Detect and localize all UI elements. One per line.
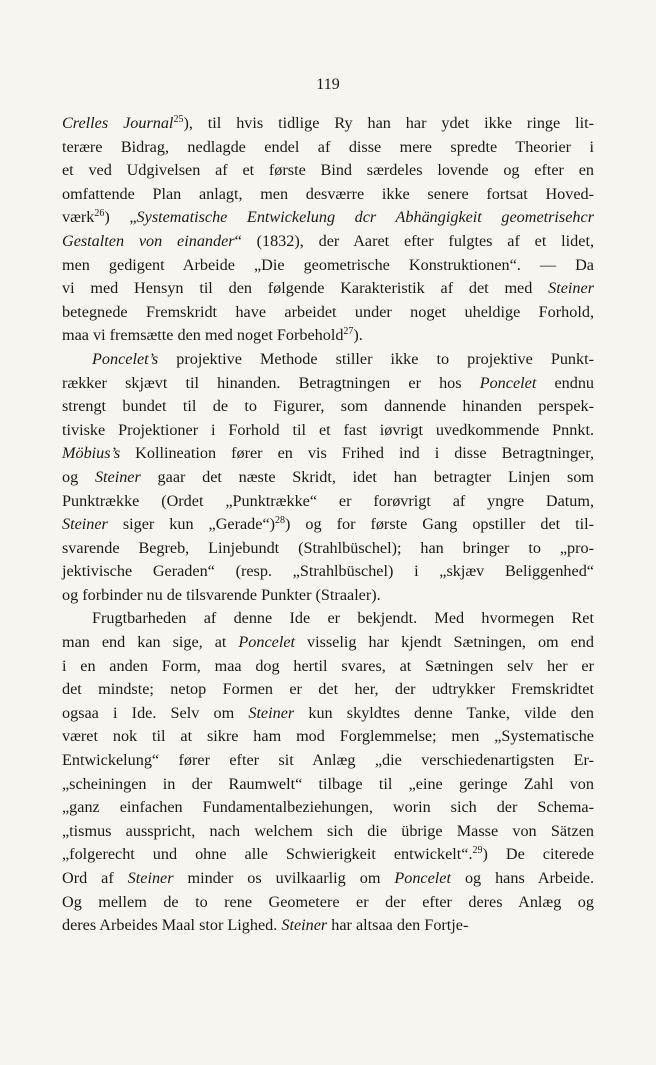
text-line	[62, 159, 594, 183]
emphasis-text: Steiner	[281, 916, 328, 935]
text-run: endnu	[536, 373, 595, 392]
footnote-ref: 29	[472, 845, 483, 857]
text-run: værk	[62, 208, 95, 227]
text-run: tiviske Projektioner i Forhold til et fast iøvrigt uvedkommende Pnnkt.	[62, 420, 594, 439]
text-line	[62, 419, 594, 443]
footnote-ref: 27	[343, 326, 354, 338]
text-line	[62, 914, 594, 938]
text-line	[62, 725, 594, 749]
text-run: visselig har kjendt Sætningen, om end	[295, 633, 594, 652]
text-run: Punktrække (Ordet „Punktrække“ er forøvrigt af yngre Datum,	[62, 491, 594, 510]
footnote-ref: 26	[94, 208, 105, 220]
text-line	[62, 678, 594, 702]
text-run: „tismus ausspricht, nach welchem sich die übrige Masse von Sätzen	[62, 821, 594, 840]
text-run: omfattende Plan anlagt, men desværre ikke senere fortsat Hoved-	[62, 184, 594, 203]
text-line	[62, 112, 594, 136]
text-line	[62, 537, 594, 561]
text-line	[62, 348, 594, 372]
emphasis-text: Steiner	[248, 703, 295, 722]
text-run: minder os uvilkaarlig om	[173, 869, 395, 887]
text-run: „scheiningen in der Raumwelt“ tilbage til „eine geringe Zahl von	[62, 774, 594, 793]
text-run: det mindste; netop Formen er det her, der udtrykker Fremskridtet	[62, 680, 594, 699]
text-run: ).	[353, 326, 363, 345]
text-line	[62, 277, 594, 301]
emphasis-text: Poncelet	[394, 869, 451, 887]
text-line	[62, 466, 594, 490]
text-run: i en anden Form, maa dog hertil svares, at Sætningen selv her er	[62, 656, 594, 675]
text-line	[62, 631, 594, 655]
text-run: gaar det næste Skridt, idet han betragter Linjen som	[140, 467, 595, 486]
emphasis-text: Steiner	[548, 279, 594, 298]
text-line	[62, 254, 594, 278]
text-line	[62, 820, 594, 844]
text-line	[62, 702, 594, 726]
text-line	[62, 891, 594, 915]
emphasis-text: Systematische Entwickelung dcr Abhängigkeit geometrisehcr	[136, 208, 594, 227]
emphasis-text: Poncelet	[479, 373, 537, 392]
text-run: og forbinder nu de tilsvarende Punkter (Straaler).	[62, 585, 381, 604]
text-line	[62, 607, 594, 631]
text-line	[62, 867, 594, 891]
text-run: ogsaa i Ide. Selv om	[62, 703, 249, 722]
text-run: jektivische Geraden“ (resp. „Strahlbüschel) i „skjæv Beliggenhed“	[62, 562, 594, 581]
text-line	[62, 560, 594, 584]
text-run: kun skyldtes denne Tanke, vilde den	[294, 703, 594, 722]
text-line	[62, 773, 594, 797]
text-run: „ganz einfachen Fundamentalbeziehungen, worin sich der Schema-	[62, 798, 594, 817]
footnote-ref: 28	[275, 515, 286, 527]
text-line	[62, 843, 594, 867]
text-run: siger kun „Gerade“)	[107, 515, 276, 534]
text-run: maa vi fremsætte den med noget Forbehold	[62, 326, 344, 345]
text-run: betegnede Fremskridt have arbeidet under noget uheldige Forhold,	[62, 302, 594, 321]
emphasis-text: Möbius’s	[62, 444, 121, 463]
text-run: Kollineation fører en vis Frihed ind i disse Betragtninger,	[120, 444, 594, 463]
text-run: rækker skjævt til hinanden. Betragtningen er hos	[62, 373, 480, 392]
text-line	[62, 490, 594, 514]
emphasis-text: Crelles Journal	[62, 114, 174, 132]
text-run: Frugtbarheden af denne Ide er bekjendt. Med hvormegen Ret	[92, 609, 594, 628]
text-line	[62, 796, 594, 820]
page-number: 119	[316, 76, 340, 93]
text-run: ) og for første Gang opstiller det til-	[285, 515, 594, 534]
text-run: strengt bundet til de to Figurer, som dannende hinanden perspek-	[62, 397, 594, 416]
text-line	[62, 183, 594, 207]
text-run: deres Arbeides Maal stor Lighed.	[62, 916, 282, 935]
text-line	[62, 206, 594, 230]
text-run: terære Bidrag, nedlagde endel af disse mere spredte Theorier i	[62, 137, 594, 156]
emphasis-text: Steiner	[62, 515, 108, 534]
text-line	[62, 584, 594, 608]
text-run: “ (1832), der Aaret efter fulgtes af et lidet,	[234, 231, 594, 250]
emphasis-text: Poncelet’s	[92, 349, 159, 368]
text-run: ) „	[104, 208, 137, 227]
text-run: ) De citerede	[482, 845, 594, 864]
text-line	[62, 655, 594, 679]
text-line	[62, 324, 594, 348]
text-run: Entwickelung“ fører efter sit Anlæg „die verschiedenartigsten Er-	[62, 751, 594, 770]
text-line	[62, 513, 594, 537]
body-text	[62, 112, 594, 938]
text-line	[62, 230, 594, 254]
emphasis-text: Poncelet	[238, 633, 295, 652]
text-line	[62, 749, 594, 773]
text-run: svarende Begreb, Linjebundt (Strahlbüschel); han bringer to „pro-	[62, 538, 594, 557]
text-run: men gedigent Arbeide „Die geometrische Konstruktionen“. — Da	[62, 255, 594, 274]
text-run: og hans Arbeide.	[450, 869, 594, 887]
text-run: „folgerecht und ohne alle Schwierigkeit entwickelt“.	[62, 845, 473, 864]
text-run: Og mellem de to rene Geometere er der efter deres Anlæg og	[62, 892, 594, 911]
emphasis-text: Gestalten von einander	[62, 231, 235, 250]
text-run: et ved Udgivelsen af et første Bind særdeles lovende og efter en	[62, 161, 594, 180]
emphasis-text: Steiner	[94, 467, 141, 486]
text-run: har altsaa den Fortje-	[327, 916, 469, 935]
text-run: og	[62, 467, 95, 486]
text-run: man end kan sige, at	[62, 633, 239, 652]
text-run: Ord af	[62, 869, 128, 887]
text-run: vi med Hensyn til den følgende Karakteristik af det med	[62, 279, 549, 298]
text-line	[62, 301, 594, 325]
text-run: været nok til at sikre ham mod Forglemmelse; men „Systematische	[62, 727, 594, 746]
emphasis-text: Steiner	[127, 869, 174, 887]
text-run: projektive Methode stiller ikke to projektive Punkt-	[158, 349, 594, 368]
text-line	[62, 136, 594, 160]
text-line	[62, 372, 594, 396]
text-line	[62, 395, 594, 419]
text-run: ), til hvis tidlige Ry han har ydet ikke ringe lit-	[183, 114, 594, 132]
text-line	[62, 442, 594, 466]
footnote-ref: 25	[173, 114, 184, 125]
